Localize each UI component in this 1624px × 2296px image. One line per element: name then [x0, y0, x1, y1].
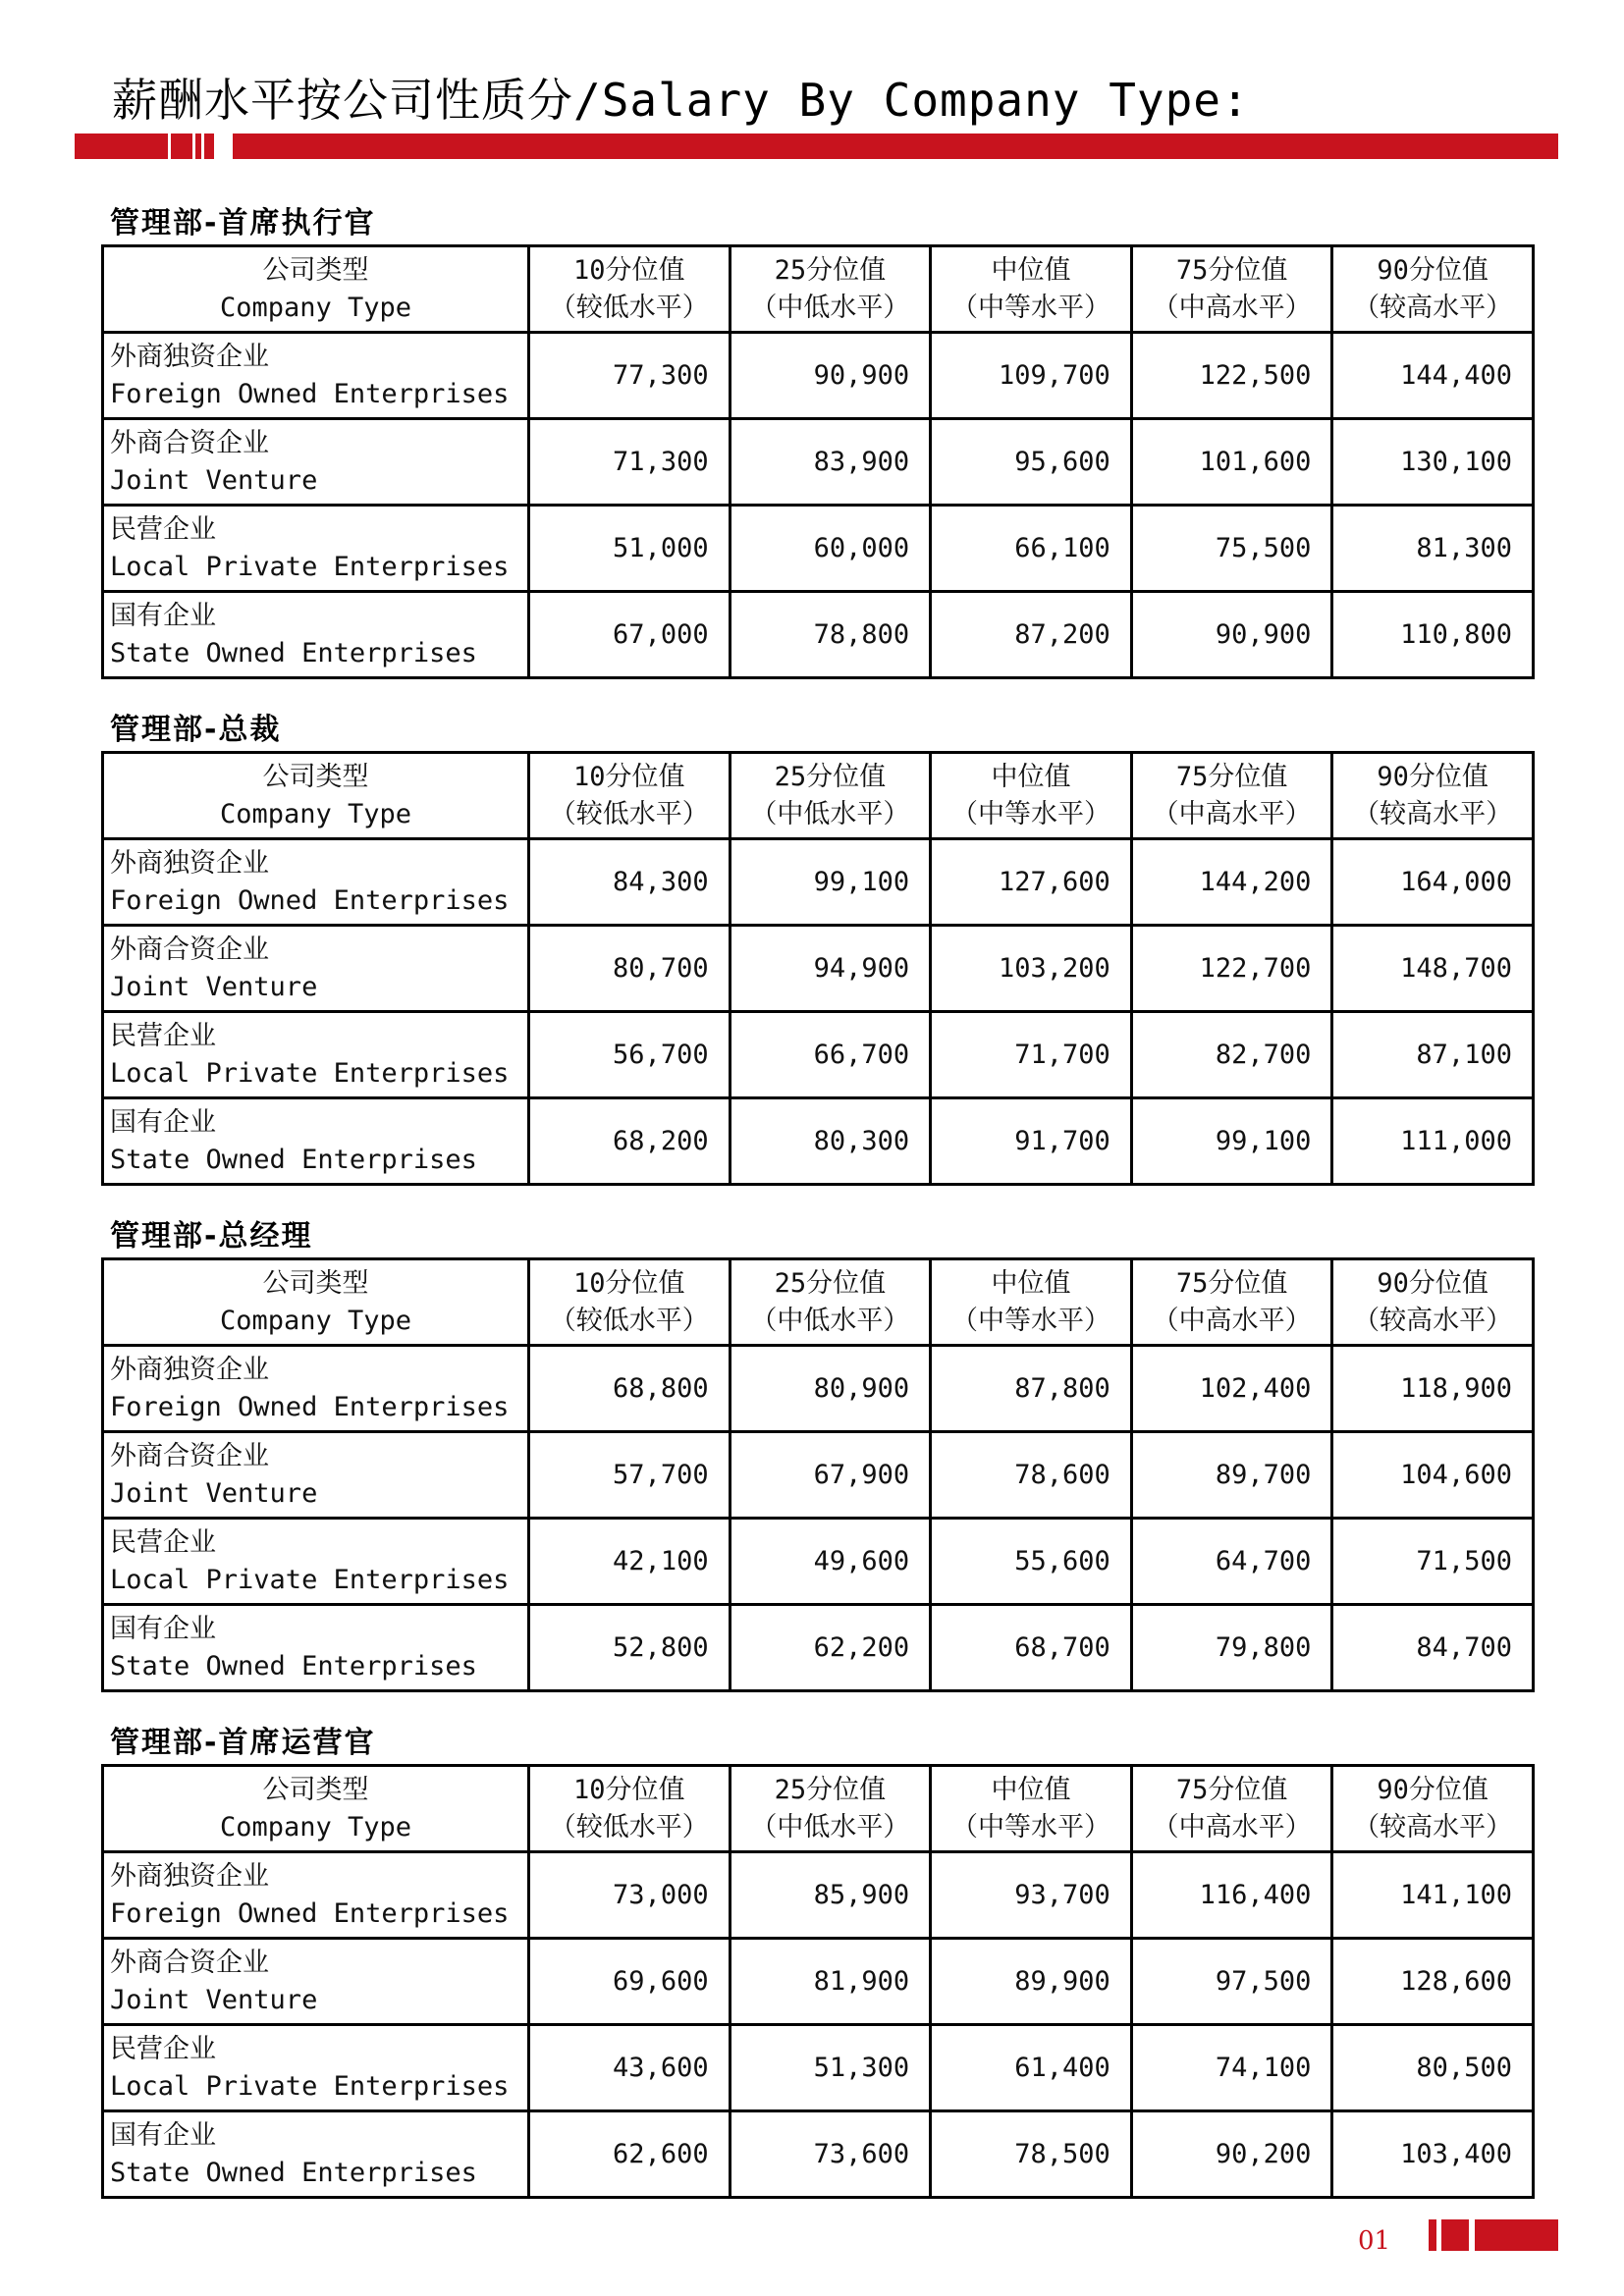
p25-cell: 51,300 — [730, 2025, 931, 2111]
p75-cell: 101,600 — [1131, 419, 1332, 506]
p90-cell: 87,100 — [1332, 1012, 1534, 1098]
header-sub: （较高水平） — [1353, 292, 1513, 323]
p25-cell: 83,900 — [730, 419, 931, 506]
header-title: 10分位值 — [573, 254, 685, 286]
header-sub: （较高水平） — [1353, 1811, 1513, 1842]
company-type-cn: 外商合资企业 — [110, 1947, 269, 1978]
p90-cell: 81,300 — [1332, 506, 1534, 592]
header-title: 90分位值 — [1377, 1774, 1489, 1805]
p50-cell: 68,700 — [931, 1605, 1132, 1691]
company-type-en: Joint Venture — [110, 971, 318, 1002]
company-type-cell — [103, 2025, 529, 2111]
p50-cell: 78,600 — [931, 1432, 1132, 1519]
header-en: Company Type — [219, 1811, 412, 1842]
footer-rule-segment — [1441, 2219, 1469, 2251]
salary-table — [101, 1257, 1535, 1692]
p75-cell: 116,400 — [1131, 1852, 1332, 1939]
page-title: 薪酬水平按公司性质分/Salary By Company Type: — [112, 74, 1250, 127]
p10-cell: 84,300 — [529, 839, 731, 926]
header-title: 75分位值 — [1175, 761, 1288, 792]
section-title: 管理部-首席运营官 — [110, 1726, 376, 1760]
p75-cell: 89,700 — [1131, 1432, 1332, 1519]
header-title: 75分位值 — [1175, 254, 1288, 286]
table-row — [103, 506, 1534, 592]
page-number: 01 — [1358, 2226, 1391, 2256]
header-cn: 公司类型 — [262, 761, 369, 792]
p10-header — [529, 753, 731, 839]
header-title: 75分位值 — [1175, 1774, 1288, 1805]
company-type-en: Local Private Enterprises — [110, 551, 510, 582]
salary-table — [101, 244, 1535, 679]
p75-cell: 99,100 — [1131, 1098, 1332, 1185]
p10-cell: 43,600 — [529, 2025, 731, 2111]
p75-cell: 97,500 — [1131, 1939, 1332, 2025]
p25-cell: 60,000 — [730, 506, 931, 592]
header-sub: （中高水平） — [1152, 292, 1312, 323]
header-title: 中位值 — [991, 761, 1071, 792]
p90-cell: 103,400 — [1332, 2111, 1534, 2198]
header-title: 90分位值 — [1377, 761, 1489, 792]
company-type-cell — [103, 926, 529, 1012]
p10-cell: 62,600 — [529, 2111, 731, 2198]
p90-cell: 128,600 — [1332, 1939, 1534, 2025]
salary-table — [101, 1764, 1535, 2199]
header-sub: （中等水平） — [950, 1305, 1110, 1336]
p25-cell: 85,900 — [730, 1852, 931, 1939]
company-type-cn: 外商合资企业 — [110, 427, 269, 458]
table-row — [103, 2025, 1534, 2111]
p50-header — [931, 1259, 1132, 1346]
p10-cell: 77,300 — [529, 333, 731, 419]
p75-cell: 75,500 — [1131, 506, 1332, 592]
company-type-cell — [103, 333, 529, 419]
p75-cell: 102,400 — [1131, 1346, 1332, 1432]
p90-cell: 71,500 — [1332, 1519, 1534, 1605]
company-type-cn: 外商独资企业 — [110, 1354, 269, 1385]
p10-cell: 57,700 — [529, 1432, 731, 1519]
company-type-cn: 民营企业 — [110, 1526, 216, 1558]
p90-header — [1332, 1766, 1534, 1852]
company-type-en: Foreign Owned Enterprises — [110, 378, 510, 409]
company-type-cn: 外商独资企业 — [110, 341, 269, 372]
p75-cell: 74,100 — [1131, 2025, 1332, 2111]
p10-cell: 69,600 — [529, 1939, 731, 2025]
table-row — [103, 1432, 1534, 1519]
company-type-cn: 外商独资企业 — [110, 847, 269, 879]
p50-cell: 61,400 — [931, 2025, 1132, 2111]
p75-cell: 82,700 — [1131, 1012, 1332, 1098]
p50-cell: 71,700 — [931, 1012, 1132, 1098]
p50-header — [931, 246, 1132, 333]
p50-cell: 55,600 — [931, 1519, 1132, 1605]
company-type-header — [103, 246, 529, 333]
header-title: 10分位值 — [573, 1267, 685, 1299]
p75-header — [1131, 1766, 1332, 1852]
p10-cell: 52,800 — [529, 1605, 731, 1691]
p90-header — [1332, 753, 1534, 839]
p50-header — [931, 753, 1132, 839]
table-row — [103, 1852, 1534, 1939]
p75-header — [1131, 246, 1332, 333]
p90-cell: 80,500 — [1332, 2025, 1534, 2111]
header-sub: （中高水平） — [1152, 1811, 1312, 1842]
header-title: 25分位值 — [774, 761, 887, 792]
p25-cell: 66,700 — [730, 1012, 931, 1098]
p90-cell: 148,700 — [1332, 926, 1534, 1012]
p90-cell: 104,600 — [1332, 1432, 1534, 1519]
p50-cell: 89,900 — [931, 1939, 1132, 2025]
footer-rule-segment — [1475, 2219, 1558, 2251]
p50-cell: 127,600 — [931, 839, 1132, 926]
header-cn: 公司类型 — [262, 1267, 369, 1299]
p10-cell: 80,700 — [529, 926, 731, 1012]
header-rule-segment — [195, 133, 201, 159]
header-sub: （较低水平） — [549, 1305, 709, 1336]
company-type-cn: 外商合资企业 — [110, 934, 269, 965]
company-type-en: State Owned Enterprises — [110, 2157, 477, 2188]
p25-header — [730, 1259, 931, 1346]
salary-table — [101, 751, 1535, 1186]
company-type-en: Foreign Owned Enterprises — [110, 1391, 510, 1422]
p75-header — [1131, 1259, 1332, 1346]
p10-cell: 51,000 — [529, 506, 731, 592]
p10-cell: 68,800 — [529, 1346, 731, 1432]
company-type-en: Foreign Owned Enterprises — [110, 1897, 510, 1929]
p75-header — [1131, 753, 1332, 839]
header-title: 25分位值 — [774, 254, 887, 286]
p90-cell: 164,000 — [1332, 839, 1534, 926]
header-sub: （中高水平） — [1152, 798, 1312, 829]
p10-cell: 71,300 — [529, 419, 731, 506]
p25-cell: 67,900 — [730, 1432, 931, 1519]
header-title: 75分位值 — [1175, 1267, 1288, 1299]
header-title: 中位值 — [991, 1774, 1071, 1805]
company-type-cell — [103, 419, 529, 506]
p25-header — [730, 246, 931, 333]
p75-cell: 122,700 — [1131, 926, 1332, 1012]
company-type-en: Joint Venture — [110, 1477, 318, 1509]
header-title: 90分位值 — [1377, 1267, 1489, 1299]
table-row — [103, 419, 1534, 506]
p75-cell: 79,800 — [1131, 1605, 1332, 1691]
p50-cell: 93,700 — [931, 1852, 1132, 1939]
company-type-cell — [103, 1012, 529, 1098]
header-sub: （较低水平） — [549, 292, 709, 323]
company-type-en: Foreign Owned Enterprises — [110, 884, 510, 916]
header-sub: （中等水平） — [950, 798, 1110, 829]
p50-cell: 103,200 — [931, 926, 1132, 1012]
company-type-en: Joint Venture — [110, 1984, 318, 2015]
header-title: 10分位值 — [573, 761, 685, 792]
section-title: 管理部-总裁 — [110, 713, 282, 747]
header-cn: 公司类型 — [262, 1774, 369, 1805]
company-type-header — [103, 1259, 529, 1346]
table-header-row — [103, 1766, 1534, 1852]
p25-cell: 94,900 — [730, 926, 931, 1012]
p10-cell: 42,100 — [529, 1519, 731, 1605]
header-en: Company Type — [219, 1305, 412, 1336]
header-rule-segment — [233, 133, 1558, 159]
p10-header — [529, 1259, 731, 1346]
company-type-en: Local Private Enterprises — [110, 2070, 510, 2102]
table-row — [103, 592, 1534, 678]
p50-cell: 78,500 — [931, 2111, 1132, 2198]
p10-cell: 68,200 — [529, 1098, 731, 1185]
p25-cell: 90,900 — [730, 333, 931, 419]
company-type-header — [103, 1766, 529, 1852]
company-type-cn: 民营企业 — [110, 2033, 216, 2064]
header-sub: （中低水平） — [750, 1305, 910, 1336]
company-type-cell — [103, 1852, 529, 1939]
p90-cell: 84,700 — [1332, 1605, 1534, 1691]
company-type-cn: 外商合资企业 — [110, 1440, 269, 1471]
header-sub: （较低水平） — [549, 798, 709, 829]
p25-cell: 80,900 — [730, 1346, 931, 1432]
p10-header — [529, 1766, 731, 1852]
header-en: Company Type — [219, 798, 412, 829]
company-type-cn: 国有企业 — [110, 1613, 216, 1644]
company-type-cn: 外商独资企业 — [110, 1860, 269, 1892]
table-row — [103, 1012, 1534, 1098]
header-rule-segment — [171, 133, 192, 159]
header-sub: （较低水平） — [549, 1811, 709, 1842]
company-type-cell — [103, 1519, 529, 1605]
p25-cell: 80,300 — [730, 1098, 931, 1185]
company-type-cell — [103, 1939, 529, 2025]
header-sub: （中等水平） — [950, 292, 1110, 323]
p90-cell: 144,400 — [1332, 333, 1534, 419]
p10-cell: 73,000 — [529, 1852, 731, 1939]
p90-cell: 130,100 — [1332, 419, 1534, 506]
p50-cell: 66,100 — [931, 506, 1132, 592]
table-row — [103, 926, 1534, 1012]
company-type-en: State Owned Enterprises — [110, 637, 477, 668]
company-type-en: Joint Venture — [110, 464, 318, 496]
company-type-cell — [103, 2111, 529, 2198]
p90-cell: 118,900 — [1332, 1346, 1534, 1432]
company-type-cell — [103, 1605, 529, 1691]
table-row — [103, 1605, 1534, 1691]
p90-cell: 141,100 — [1332, 1852, 1534, 1939]
p90-header — [1332, 246, 1534, 333]
p10-header — [529, 246, 731, 333]
p75-cell: 144,200 — [1131, 839, 1332, 926]
company-type-cell — [103, 1432, 529, 1519]
header-title: 25分位值 — [774, 1774, 887, 1805]
p50-cell: 95,600 — [931, 419, 1132, 506]
table-row — [103, 333, 1534, 419]
p10-cell: 56,700 — [529, 1012, 731, 1098]
p50-cell: 87,200 — [931, 592, 1132, 678]
header-sub: （中低水平） — [750, 1811, 910, 1842]
table-row — [103, 1346, 1534, 1432]
header-sub: （中等水平） — [950, 1811, 1110, 1842]
p75-cell: 90,900 — [1131, 592, 1332, 678]
header-rule-segment — [75, 133, 168, 159]
company-type-en: Local Private Enterprises — [110, 1057, 510, 1089]
table-header-row — [103, 1259, 1534, 1346]
p50-cell: 87,800 — [931, 1346, 1132, 1432]
company-type-en: State Owned Enterprises — [110, 1144, 477, 1175]
p90-header — [1332, 1259, 1534, 1346]
company-type-en: Local Private Enterprises — [110, 1564, 510, 1595]
company-type-cn: 民营企业 — [110, 513, 216, 545]
p25-header — [730, 753, 931, 839]
p25-cell: 99,100 — [730, 839, 931, 926]
p25-cell: 78,800 — [730, 592, 931, 678]
company-type-cn: 国有企业 — [110, 1106, 216, 1138]
section-title: 管理部-首席执行官 — [110, 206, 376, 240]
p25-cell: 49,600 — [730, 1519, 931, 1605]
table-row — [103, 1519, 1534, 1605]
table-row — [103, 1939, 1534, 2025]
header-title: 10分位值 — [573, 1774, 685, 1805]
company-type-cn: 民营企业 — [110, 1020, 216, 1051]
header-sub: （中低水平） — [750, 798, 910, 829]
footer-rule-segment — [1429, 2219, 1436, 2251]
header-sub: （中高水平） — [1152, 1305, 1312, 1336]
company-type-cell — [103, 1098, 529, 1185]
p50-cell: 109,700 — [931, 333, 1132, 419]
company-type-cell — [103, 592, 529, 678]
header-rule-segment — [204, 133, 214, 159]
table-header-row — [103, 753, 1534, 839]
table-row — [103, 2111, 1534, 2198]
company-type-header — [103, 753, 529, 839]
p25-cell: 62,200 — [730, 1605, 931, 1691]
p75-cell: 64,700 — [1131, 1519, 1332, 1605]
header-title: 中位值 — [991, 1267, 1071, 1299]
header-sub: （较高水平） — [1353, 1305, 1513, 1336]
company-type-cn: 国有企业 — [110, 2119, 216, 2151]
p75-cell: 90,200 — [1131, 2111, 1332, 2198]
header-title: 25分位值 — [774, 1267, 887, 1299]
header-en: Company Type — [219, 292, 412, 323]
p25-cell: 73,600 — [730, 2111, 931, 2198]
header-sub: （较高水平） — [1353, 798, 1513, 829]
p90-cell: 111,000 — [1332, 1098, 1534, 1185]
p10-cell: 67,000 — [529, 592, 731, 678]
company-type-cell — [103, 506, 529, 592]
company-type-cell — [103, 1346, 529, 1432]
table-row — [103, 839, 1534, 926]
company-type-en: State Owned Enterprises — [110, 1650, 477, 1682]
p50-cell: 91,700 — [931, 1098, 1132, 1185]
table-row — [103, 1098, 1534, 1185]
header-sub: （中低水平） — [750, 292, 910, 323]
p75-cell: 122,500 — [1131, 333, 1332, 419]
p50-header — [931, 1766, 1132, 1852]
header-cn: 公司类型 — [262, 254, 369, 286]
company-type-cn: 国有企业 — [110, 600, 216, 631]
p90-cell: 110,800 — [1332, 592, 1534, 678]
p25-cell: 81,900 — [730, 1939, 931, 2025]
section-title: 管理部-总经理 — [110, 1219, 313, 1254]
header-title: 90分位值 — [1377, 254, 1489, 286]
table-header-row — [103, 246, 1534, 333]
company-type-cell — [103, 839, 529, 926]
p25-header — [730, 1766, 931, 1852]
header-title: 中位值 — [991, 254, 1071, 286]
